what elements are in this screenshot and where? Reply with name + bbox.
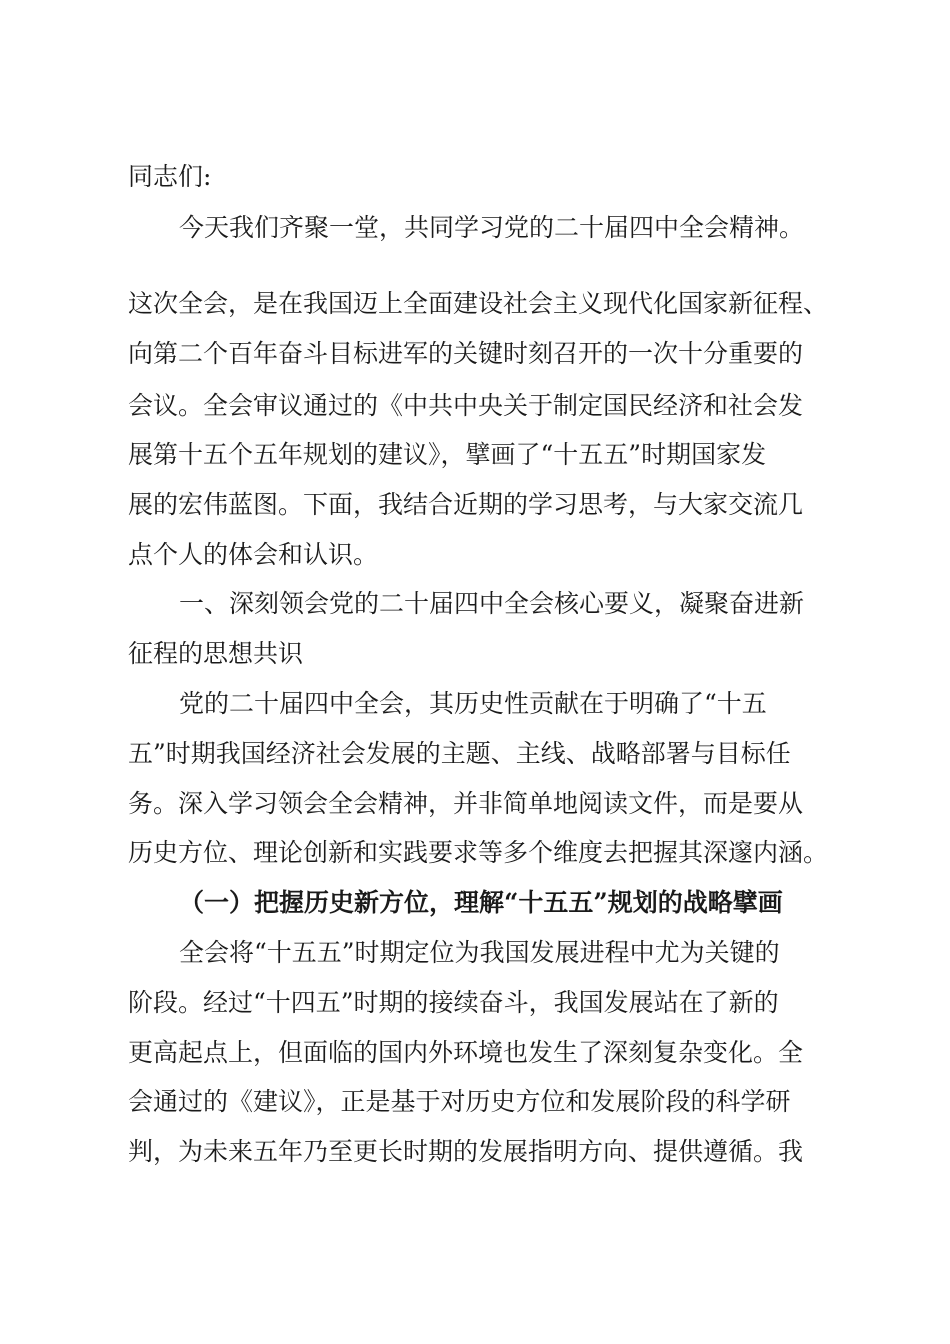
paragraph-line: 五”时期我国经济社会发展的主题、主线、战略部署与目标任: [128, 739, 791, 768]
paragraph-line: 展第十五个五年规划的建议》，擘画了“十五五”时期国家发: [128, 440, 767, 469]
paragraph-line: 今天我们齐聚一堂，共同学习党的二十届四中全会精神。: [179, 213, 805, 242]
section-heading-continued: 征程的思想共识: [128, 639, 304, 668]
subsection-heading: （一）把握历史新方位，理解“十五五”规划的战略擘画: [179, 888, 783, 917]
paragraph-line: 向第二个百年奋斗目标进军的关键时刻召开的一次十分重要的: [128, 339, 804, 368]
paragraph-line: 党的二十届四中全会，其历史性贡献在于明确了“十五: [179, 689, 767, 718]
paragraph-line: 展的宏伟蓝图。下面，我结合近期的学习思考，与大家交流几: [128, 490, 804, 519]
paragraph-line: 点个人的体会和认识。: [128, 540, 379, 569]
paragraph-line: 会通过的《建议》，正是基于对历史方位和发展阶段的科学研: [128, 1087, 791, 1116]
paragraph-line: 这次全会，是在我国迈上全面建设社会主义现代化国家新征程、: [128, 289, 829, 318]
paragraph-line: 阶段。经过“十四五”时期的接续奋斗，我国发展站在了新的: [128, 988, 779, 1017]
salutation: 同志们:: [128, 162, 212, 191]
paragraph-line: 历史方位、理论创新和实践要求等多个维度去把握其深邃内涵。: [128, 838, 829, 867]
paragraph-line: 判，为未来五年乃至更长时期的发展指明方向、提供遵循。我: [128, 1137, 804, 1166]
paragraph-line: 更高起点上，但面临的国内外环境也发生了深刻复杂变化。全: [128, 1038, 804, 1067]
paragraph-line: 全会将“十五五”时期定位为我国发展进程中尤为关键的: [179, 938, 780, 967]
paragraph-line: 务。深入学习领会全会精神，并非简单地阅读文件，而是要从: [128, 789, 804, 818]
section-heading: 一、深刻领会党的二十届四中全会核心要义，凝聚奋进新: [179, 589, 805, 618]
paragraph-line: 会议。全会审议通过的《中共中央关于制定国民经济和社会发: [128, 391, 804, 420]
